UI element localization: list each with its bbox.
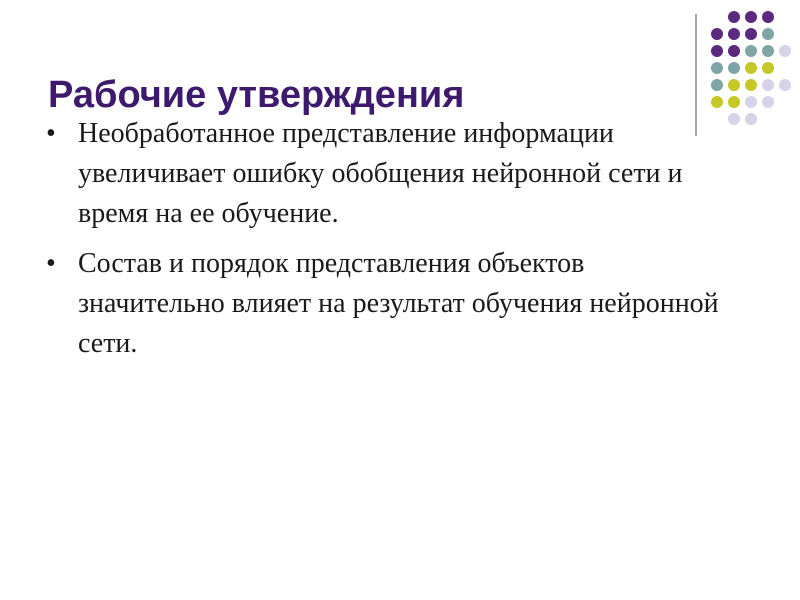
decorative-dot <box>745 28 757 40</box>
decorative-dot <box>711 62 723 74</box>
slide-title: Рабочие утверждения <box>48 74 465 116</box>
decorative-dot <box>728 62 740 74</box>
decorative-dot <box>745 96 757 108</box>
bullet-dot-icon: • <box>46 248 56 279</box>
decorative-dot <box>762 45 774 57</box>
decorative-dot <box>745 113 757 125</box>
decorative-dot <box>711 79 723 91</box>
decorative-dot <box>745 11 757 23</box>
decorative-dot <box>762 79 774 91</box>
bullet-item <box>44 114 734 234</box>
decorative-dot <box>779 79 791 91</box>
bullet-list <box>44 114 734 374</box>
decorative-dot <box>762 62 774 74</box>
bullet-text: Состав и порядок представления объектов значительно влияет на результат обучения нейронной сети. <box>78 248 719 359</box>
decorative-dot <box>711 45 723 57</box>
decorative-dot <box>711 28 723 40</box>
bullet-item <box>44 244 734 364</box>
decorative-dot <box>728 79 740 91</box>
bullet-dot-icon: • <box>46 118 56 149</box>
decorative-dot <box>745 62 757 74</box>
decorative-dot <box>728 28 740 40</box>
decorative-dot <box>728 11 740 23</box>
decorative-dot <box>728 45 740 57</box>
decorative-dot <box>728 96 740 108</box>
decorative-dot <box>762 11 774 23</box>
decorative-dot <box>711 96 723 108</box>
decorative-dot <box>745 45 757 57</box>
decorative-dot <box>762 96 774 108</box>
bullet-text: Необработанное представление информации увеличивает ошибку обобщения нейронной сети и время на ее обучение. <box>78 118 683 229</box>
decorative-dot <box>762 28 774 40</box>
decorative-dot <box>779 45 791 57</box>
decorative-dot <box>745 79 757 91</box>
